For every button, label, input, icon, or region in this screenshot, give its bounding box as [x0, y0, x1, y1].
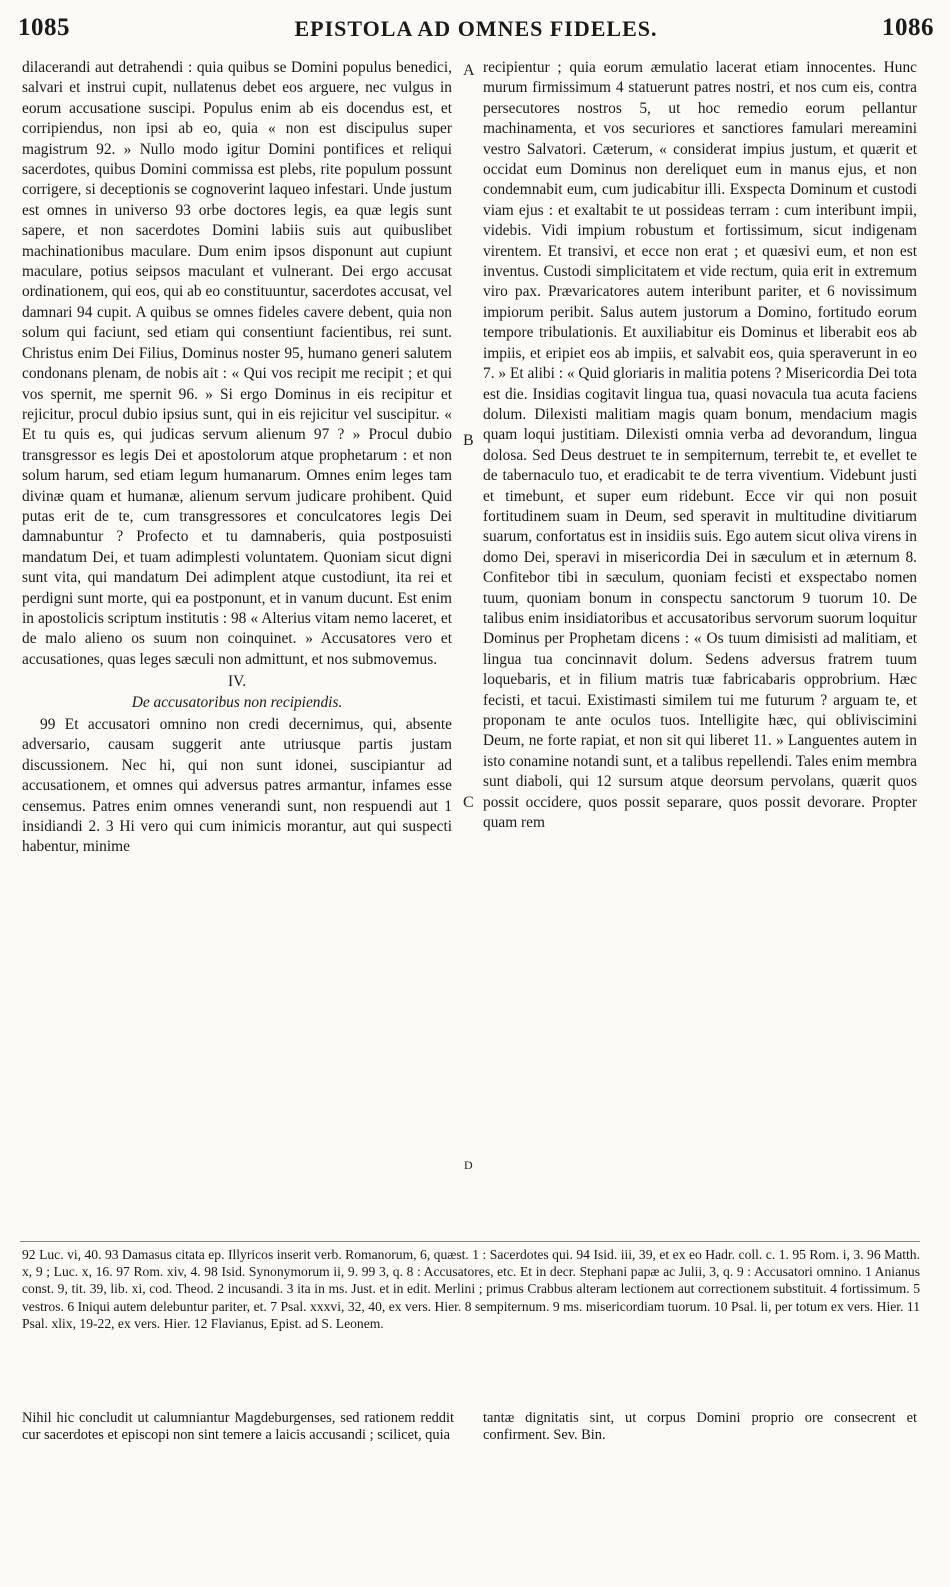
left-column — [22, 58, 452, 858]
section-title: De accusatoribus non recipiendis. — [131, 693, 343, 711]
commentary-right-text: tantæ dignitatis sint, ut corpus Domini proprio ore consecrent et confirment. Sev. Bin. — [483, 1410, 917, 1444]
page-header — [18, 14, 934, 50]
margin-marker-a: A — [463, 62, 475, 79]
right-paragraph-1: recipientur ; quia eorum æmulatio lacerat etiam innocentes. Hunc murum firmissimum 4 statuerunt patres nostri, et nos cum eis, contra persecutores nostros 5, ut hoc remedio eorum pellantur machinamenta, et vos securiores et sanctiores famulari mereamini vestro Salvatori. Cæterum, « considerat impius justum, et quærit et occidat eum Dominus non dereliquet eum in manus ejus, et non condemnabit eum, cum judicabitur illi. Exspecta Dominum et custodi viam ejus : et exaltabit te ut possideas terram : cum interibunt impii, videbis. Vidi impium robustum et fortissimum, sicut indigenam virentem. Et transivi, et ecce non erat ; et quæsivi eum, et non est inventus. Custodi simplicitatem et vide rectum, quia erit in extremum viro pax. Prævaricatores autem interibunt pariter, et 6 novissimum impiorum peribit. Salus autem justorum a Domino, fortitudo eorum tempore tribulationis. Et auxiliabitur eis Dominus et liberabit eos ab impiis, et eripiet eos ab impiis, et salvabit eos, quia speraverunt in eo 7. » Et alibi : « Quid gloriaris in malitia potens ? Misericordia Dei tota est die. Insidias cogitavit lingua tua, quasi novacula tua acuta faciens dolum. Dilexisti malitiam magis quam bonum, mendacium magis quam loqui justitiam. Dilexisti omnia verba ad devorandum, lingua dolosa. Sed Deus destruet te in sempiternum, terrebit te, et evellet te de tabernaculo tuo, et eradicabit te de terra viventium. Videbunt justi et timebunt, et super eum ridebunt. Ecce vir qui non posuit fortitudinem suam in Deum, sed speravit in multitudine divitiarum suarum, confortatus est in insidiis suis. Ego autem sicut oliva virens in domo Dei, speravi in misericordia Dei in sæculum et in æternum 8. Confitebor tibi in sæculum, quoniam fecisti et exspectabo nomen tuum, quoniam bonum in conspectu sanctorum 9 tuorum 10. De talibus enim insidiatoribus et accusatoribus servorum suorum loquitur Dominus per Prophetam dicens : « Os tuum dimisisti ad malitiam, et lingua tua concinnavit dolum. Sedens adversus fratrem tuum loquebaris, et in filium matris tuæ fabricabaris opprobrium. Hæc fecisti, et tacui. Existimasti similem tui me futurum ? arguam te, et proponam te ante oculos tuos. Intelligite hæc, qui obliviscimini Deum, ne forte rapiat, et non sit qui liberet 11. » Languentes autem in isto conamine notandi sunt, et a talibus repellendi. Tales enim membra sunt diaboli, qui 12 sursum atque deorsum pervolans, quærit quos possit occidere, quos possit separare, quos possit devorare. Propter quam rem — [483, 59, 917, 832]
page-number-left: 1085 — [18, 14, 70, 41]
left-paragraph-2: 99 Et accusatori omnino non credi decernimus, qui, absente adversario, causam suggerit ante utriusque partis justam discussionem. Nec hi, qui non sunt idonei, suscipiantur ad accusationem, et omnes qui adversus patres armantur, infames esse censemus. Patres enim omnes venerandi sunt, non respuendi aut 1 insidiandi 2. 3 Hi vero qui cum inimicis morantur, aut qui suspecti habentur, minime — [22, 716, 452, 856]
footnote-text: 92 Luc. vi, 40. 93 Damasus citata ep. Illyricos inserit verb. Romanorum, 6, quæst. 1 : Sacerdotes qui. 94 Isid. iii, 39, et ex eo Hadr. coll. c. 1. 95 Rom. i, 3. 96 Matth. x, 9 ; Luc. x, 16. 97 Rom. xiv, 4. 98 Isid. Synonymorum ii, 9. 99 3, q. 8 : Accusatores, etc. Et in decr. Stephani papæ ac Julii, 3, q. 9 : Accusatori omnino. 1 Anianus const. 9, tit. 39, lib. xi, cod. Theod. 2 incusandi. 3 ita in ms. Just. et in edit. Merlini ; primus Crabbus alteram lectionem aut correctionem substituit. 4 fortissimum. 5 vestros. 6 Iniqui autem delebuntur pariter, et. 7 Psal. xxxvi, 32, 40, ex vers. Hier. 8 sempiternum. 9 ms. misericordiam tuorum. 10 Psal. li, per totum ex vers. Hier. 11 Psal. xlix, 19-22, ex vers. Hier. 12 Flavianus, Epist. ad S. Leonem. — [22, 1247, 920, 1331]
footnote-rule — [20, 1241, 920, 1242]
section-number: IV. — [227, 673, 247, 691]
commentary-left — [22, 1410, 454, 1445]
footnotes — [22, 1246, 920, 1332]
margin-marker-b: B — [463, 432, 474, 449]
margin-marker-d: D — [464, 1158, 473, 1172]
left-paragraph-1: dilacerandi aut detrahendi : quia quibus se Domini populus benedici, salvari et instrui cupit, nullatenus debet eos arguere, nec vulgus in eorum accusatione suscipi. Populus enim ab eis docendus est, et corripiendus, non ipsi ab eo, quia « non est discipulus super magistrum 92. » Nullo modo igitur Domini pontifices et reliqui sacerdotes, quibus Domini commissa est plebs, rite populum possunt corrigere, si deceptionis se cognoverint laqueo infestari. Unde justum est omnes in universo 93 orbe doctores legis, ea quæ legis sunt sapere, et non sacerdotes Domini labiis suis aut quibuslibet machinationibus maculare. Dum enim ipsos disponunt aut cupiunt maculare, potius seipsos maculant et vulnerant. Dei ergo accusat ordinationem, qui eos, qui ab eo constituuntur, sacerdotes accusat, vel damnari 94 cupit. A quibus se omnes fideles cavere debent, quia non solum qui faciunt, sed etiam qui consentiunt facientibus, rei sunt. Christus enim Dei Filius, Dominus noster 95, humano generi salutem condonans plenam, de nobis ait : « Qui vos recipit me recipit ; et qui vos spernit, me spernit 96. » Si ergo Dominus in eis recipitur et rejicitur, procul dubio ipsius sunt, qui in eis rejicitur vel suscipitur. « Et tu quis es, qui judicas servum alienum 97 ? » Procul dubio transgressor es legis Dei et apostolorum atque prophetarum : et non solum harum, sed etiam legum humanarum. Omnes enim leges tam divinæ quam et humanæ, alienum servum judicare prohibent. Quid putas erit de te, cum transgressores et conculcatores legis Dei damnabuntur ? Profecto et tu damnaberis, quia postposuisti mandatum Dei, et tuam adimplesti voluntatem. Quoniam sicut digni sunt vita, qui mandatum Dei adimplent atque custodiunt, ita rei et perdigni sunt morte, qui ea postponunt, et in vanum ducunt. Est enim in apostolicis scriptum institutis : 98 « Alterius vitam nemo laceret, et de malo alieno os suum non coinquinet. » Accusatores vero et accusationes, quas leges sæculi non admittunt, et nos submovemus. — [22, 59, 452, 668]
commentary-right — [483, 1410, 917, 1445]
page-number-right: 1086 — [882, 14, 934, 41]
right-column — [483, 58, 917, 833]
margin-marker-c: C — [463, 794, 474, 811]
running-title: EPISTOLA AD OMNES FIDELES. — [294, 16, 658, 41]
commentary-left-text: Nihil hic concludit ut calumniantur Magdeburgenses, sed rationem reddit cur sacerdotes et episcopi non sint temere a laicis accusandi ; scilicet, quia — [22, 1410, 454, 1444]
